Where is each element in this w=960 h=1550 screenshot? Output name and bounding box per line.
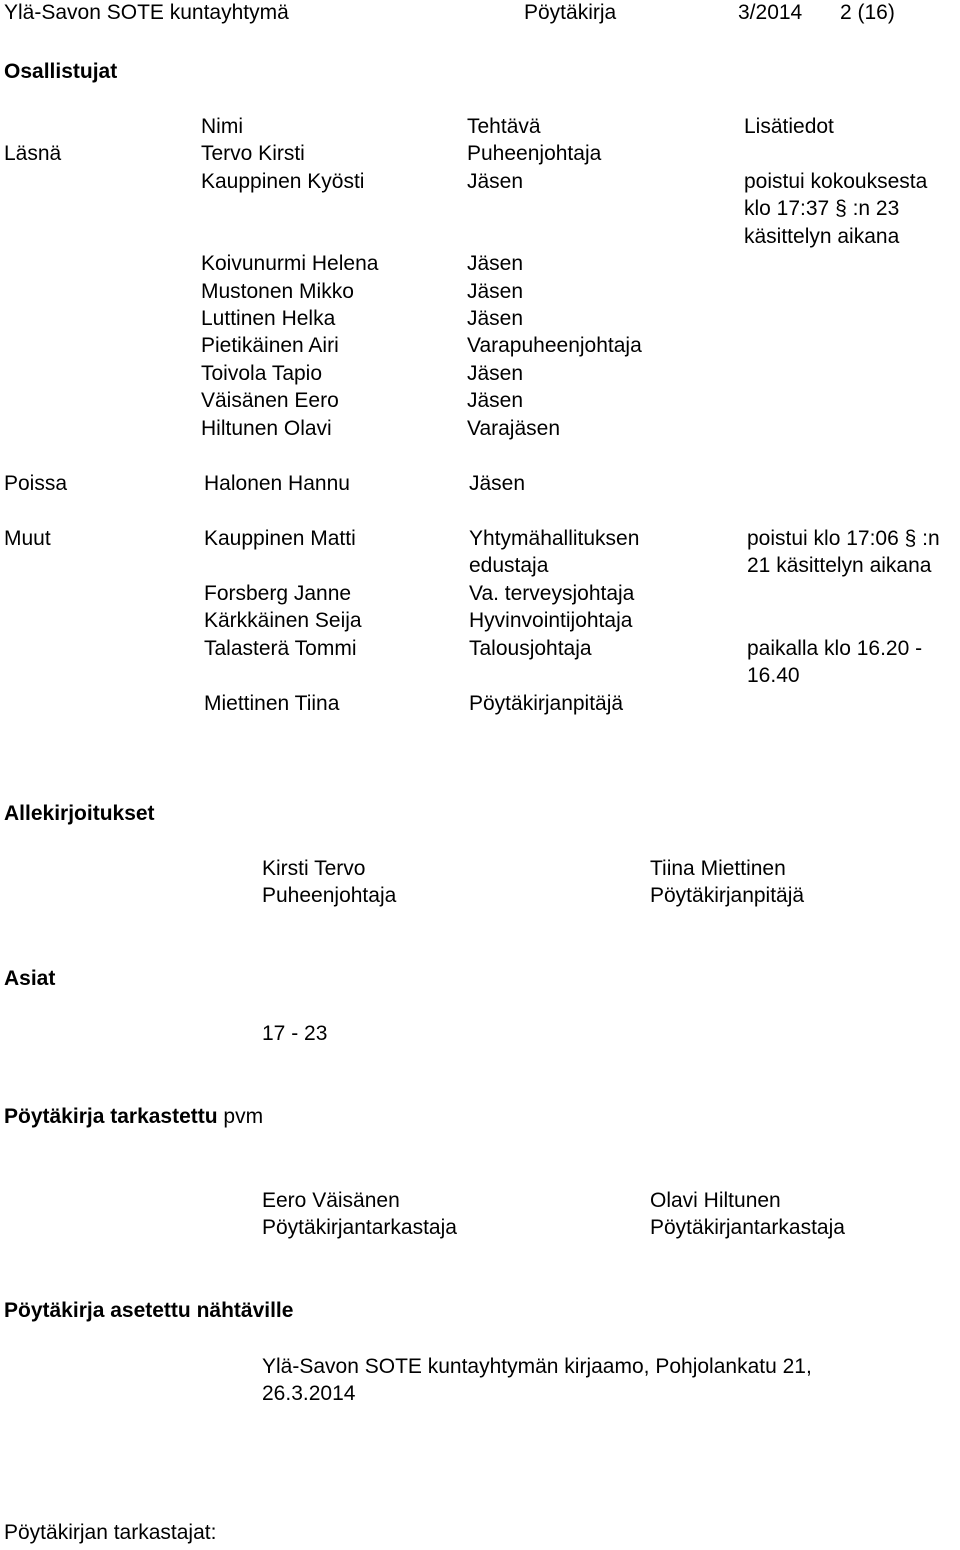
present-name: Luttinen Helka [201, 307, 336, 330]
signer-left-name: Kirsti Tervo [262, 857, 366, 880]
display-heading: Pöytäkirja asetettu nähtäville [4, 1299, 294, 1322]
signer-right-name: Tiina Miettinen [650, 857, 786, 880]
others-info: 16.40 [747, 664, 800, 687]
header-page: 2 (16) [840, 1, 895, 24]
present-name: Toivola Tapio [201, 362, 323, 385]
reviewer-left-title: Pöytäkirjantarkastaja [262, 1216, 457, 1239]
present-role: Jäsen [467, 362, 524, 385]
present-name: Tervo Kirsti [201, 142, 305, 165]
others-label: Muut [4, 527, 51, 550]
reviewer-left-name: Eero Väisänen [262, 1189, 400, 1212]
present-info: klo 17:37 § :n 23 [744, 197, 900, 220]
reviewer-right-title: Pöytäkirjantarkastaja [650, 1216, 845, 1239]
present-name: Koivunurmi Helena [201, 252, 379, 275]
others-role: edustaja [469, 554, 549, 577]
header-org: Ylä-Savon SOTE kuntayhtymä [4, 1, 289, 24]
others-role: Pöytäkirjanpitäjä [469, 692, 624, 715]
present-name: Väisänen Eero [201, 389, 339, 412]
present-role: Jäsen [467, 389, 524, 412]
present-name: Hiltunen Olavi [201, 417, 332, 440]
review-heading [4, 1106, 263, 1127]
signer-left-title: Puheenjohtaja [262, 884, 397, 907]
others-info: poistui klo 17:06 § :n [747, 527, 940, 550]
others-info: 21 käsittelyn aikana [747, 554, 932, 577]
present-name: Pietikäinen Airi [201, 334, 339, 357]
display-date: 26.3.2014 [262, 1382, 356, 1405]
others-info: paikalla klo 16.20 - [747, 637, 923, 660]
present-role: Varapuheenjohtaja [467, 334, 642, 357]
others-role: Va. terveysjohtaja [469, 582, 635, 605]
others-name: Kärkkäinen Seija [204, 609, 362, 632]
matters-heading: Asiat [4, 967, 56, 990]
absent-name: Halonen Hannu [204, 472, 350, 495]
header-number: 3/2014 [738, 1, 803, 24]
absent-role: Jäsen [469, 472, 526, 495]
others-name: Talasterä Tommi [204, 637, 357, 660]
reviewers-label: Pöytäkirjan tarkastajat: [4, 1521, 217, 1544]
column-header-name: Nimi [201, 115, 243, 138]
others-role: Hyvinvointijohtaja [469, 609, 633, 632]
others-role: Yhtymähallituksen [469, 527, 640, 550]
present-info: käsittelyn aikana [744, 225, 900, 248]
review-heading-date: pvm [217, 1105, 264, 1128]
present-role: Varajäsen [467, 417, 561, 440]
present-info: poistui kokouksesta [744, 170, 928, 193]
present-name: Kauppinen Kyösti [201, 170, 365, 193]
reviewer-right-name: Olavi Hiltunen [650, 1189, 781, 1212]
present-role: Jäsen [467, 280, 524, 303]
header-doc-type: Pöytäkirja [524, 1, 617, 24]
column-header-info: Lisätiedot [744, 115, 834, 138]
present-name: Mustonen Mikko [201, 280, 354, 303]
others-name: Kauppinen Matti [204, 527, 356, 550]
absent-label: Poissa [4, 472, 68, 495]
signatures-heading: Allekirjoitukset [4, 802, 155, 825]
others-name: Miettinen Tiina [204, 692, 340, 715]
signer-right-title: Pöytäkirjanpitäjä [650, 884, 805, 907]
present-role: Jäsen [467, 307, 524, 330]
participants-heading: Osallistujat [4, 60, 118, 83]
present-role: Puheenjohtaja [467, 142, 602, 165]
review-heading-bold: Pöytäkirja tarkastettu [4, 1105, 218, 1128]
present-role: Jäsen [467, 170, 524, 193]
column-header-role: Tehtävä [467, 115, 541, 138]
present-label: Läsnä [4, 142, 62, 165]
display-location: Ylä-Savon SOTE kuntayhtymän kirjaamo, Pohjolankatu 21, [262, 1355, 812, 1378]
matters-range: 17 - 23 [262, 1022, 328, 1045]
present-role: Jäsen [467, 252, 524, 275]
others-role: Talousjohtaja [469, 637, 592, 660]
others-name: Forsberg Janne [204, 582, 352, 605]
